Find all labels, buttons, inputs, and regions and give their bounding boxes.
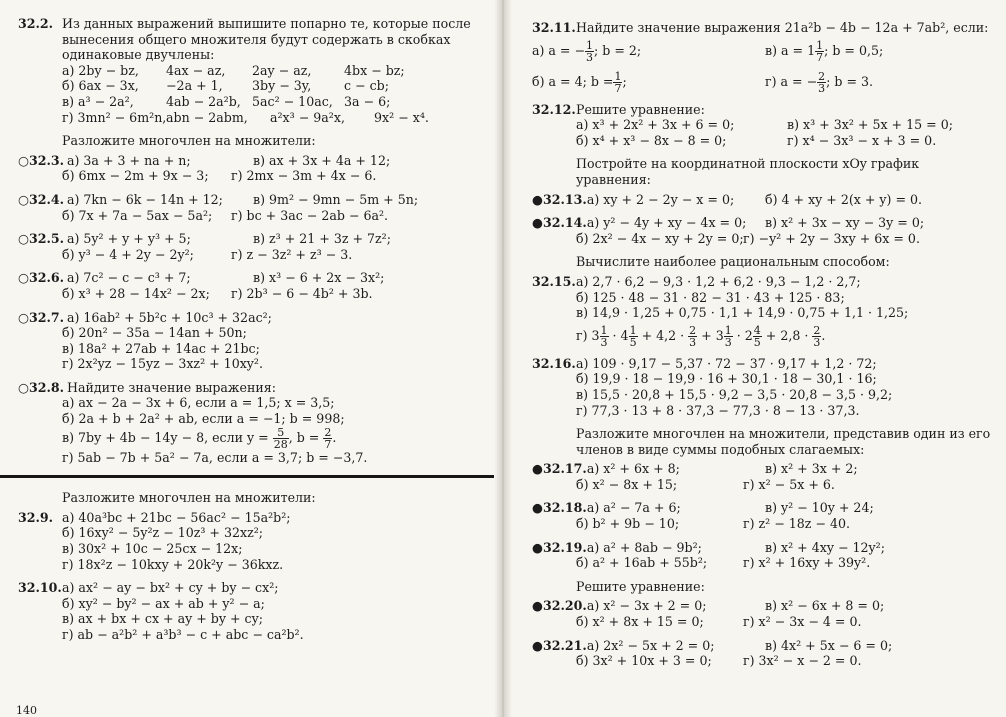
problem-32-9: 32.9. а) 40a³bc + 21bc − 56ac² − 15a²b²; б) 16xy² − 5y²z − 10z³ + 32xz²; в) 30x² + 10c − 25cx − 12x; г) 18x²z − 10kxy + 20k²y − 36kxz.: [18, 509, 291, 572]
problem-32-2: [18, 16, 488, 125]
fraction: $\frac{1}{3}$: [724, 323, 732, 349]
option-row: в) a³ − 2a², 4ab − 2a²b, 5ac² − 10ac, 3a − 6;: [62, 93, 391, 109]
problem-text: Из данных выражений выпишите попарно те, которые после вынесения общего множителя будут содержать в скобках одинаковые двучлены:: [62, 16, 471, 63]
option-row: а) 2by − bz, 4ax − az, 2ay − az, 4bx − bz;: [62, 62, 405, 78]
fraction: $\frac{2}{3}$: [813, 323, 821, 349]
fraction: $\frac{1}{3}$: [586, 38, 594, 64]
problem-32-15: 32.15.а) 2,7 · 6,2 − 9,3 · 1,2 + 6,2 · 9,3 − 1,2 · 2,7; б) 125 · 48 − 31 · 82 − 31 · 43 + 125 · 83; в) 14,9 · 1,25 + 0,75 · 1,1 + 14,9 · 0,75 + 1,1 · 1,25; г) 3 $\frac{1}{3}$ · 4 $\frac{1}{5}$ + 4,2 · $\frac{2}{3}$ + 3 $\frac{1}{3}$ · 2 $\frac{4}{5}$ + 2,8 · $\frac{2}{3}$ .: [532, 274, 998, 348]
book-gutter: [494, 0, 512, 717]
right-page: [500, 0, 1006, 717]
section-heading: Разложите многочлен на множители:: [62, 490, 316, 506]
problem-32-10: 32.10.а) ax² − ay − bx² + cy + by − cx²; б) xy² − by² − ax + ab + y² − a; в) ax + bx + cx + ay + by + cy; г) ab − a²b² + a³b³ − c + abc − ca²b².: [18, 580, 304, 642]
section-heading: Разложите многочлен на множители:: [62, 133, 316, 149]
problem-32-5: ○32.5. а) 5y² + y + y³ + 5; в) z³ + 21 + 3z + 7z²; б) y³ − 4 + 2y − 2y²; г) z − 3z² + z³ − 3.: [18, 231, 391, 262]
fraction: $\frac{5}{28}$: [273, 425, 288, 451]
problem-32-20: ●32.20.а) x² − 3x + 2 = 0; в) x² − 6x + 8 = 0; б) x² + 8x + 15 = 0; г) x² − 3x − 4 = 0.: [532, 598, 885, 630]
fraction-line: г) 3 $\frac{1}{3}$ · 4 $\frac{1}{5}$ + 4,2 · $\frac{2}{3}$ + 3 $\frac{1}{3}$ · 2 $\frac{4}{5}$ + 2,8 · $\frac{2}{3}$ .: [576, 323, 826, 349]
problem-32-4: ○32.4. а) 7kn − 6k − 14n + 12; в) 9m² − 9mn − 5m + 5n; б) 7x + 7a − 5ax − 5a²; г) bc + 3ac − 2ab − 6a².: [18, 191, 419, 223]
fraction: $\frac{1}{3}$: [600, 323, 608, 349]
section-heading: Разложите многочлен на множители, представив один из его членов в виде суммы подобных слагаемых:: [576, 426, 991, 457]
problem-32-19: ●32.19.а) a² + 8ab − 9b²; в) x² + 4xy − 12y²; б) a² + 16ab + 55b²; г) x² + 16xy + 39y².: [532, 539, 885, 571]
section-heading: Вычислите наиболее рациональным способом:: [576, 254, 890, 270]
problem-32-8: ○32.8. Найдите значение выражения: а) ax − 2a − 3x + 6, если a = 1,5; x = 3,5; б) 2a + b + 2a² + ab, если a = −1; b = 998; в) 7by + 4b − 14y − 8, если y = $\frac{5}{28}$ , b = $\frac{2}{7}$ . г) 5ab − 7b + 5a² − 7a, если a = 3,7; b = −3,7.: [18, 380, 488, 465]
problem-32-12: 32.12.Решите уравнение: а) x³ + 2x² + 3x + 6 = 0; в) x³ + 3x² + 5x + 15 = 0; б) x⁴ + x³ − 8x − 8 = 0; г) x⁴ − 3x³ − x + 3 = 0.: [532, 101, 953, 148]
problem-32-7: ○32.7. а) 16ab² + 5b²c + 10c³ + 32ac²; б) 20n² − 35a − 14an + 50n; в) 18a² + 27ab + 14ac + 21bc; г) 2x²yz − 15yz − 3xz² + 10xy².: [18, 309, 272, 372]
fraction: $\frac{1}{7}$: [816, 38, 824, 64]
section-divider: [0, 475, 500, 478]
fraction: $\frac{2}{3}$: [689, 323, 697, 349]
problem-32-3: ○32.3. а) 3a + 3 + na + n; в) ax + 3x + 4a + 12; б) 6mx − 2m + 9x − 3; г) 2mx − 3m + 4x − 6.: [18, 152, 391, 184]
fraction: $\frac{1}{7}$: [614, 69, 622, 95]
section-heading: Решите уравнение:: [576, 578, 705, 594]
problem-32-6: ○32.6. а) 7c² − c − c³ + 7; в) x³ − 6 + 2x − 3x²; б) x³ + 28 − 14x² − 2x; г) 2b³ − 6 − 4b² + 3b.: [18, 270, 385, 301]
section-heading: Постройте на координатной плоскости xOy график уравнения:: [576, 156, 920, 187]
problem-number: 32.2.: [18, 16, 54, 31]
page-number: 140: [16, 704, 37, 717]
fraction: $\frac{4}{5}$: [753, 323, 761, 349]
problem-32-13: ●32.13.а) xy + 2 − 2y − x = 0; б) 4 + xy + 2(x + y) = 0.: [532, 191, 923, 207]
fraction: $\frac{2}{3}$: [818, 69, 826, 95]
problem-32-16: 32.16.а) 109 · 9,17 − 5,37 · 72 − 37 · 9,17 + 1,2 · 72; б) 19,9 · 18 − 19,9 · 16 + 30,1 · 18 − 30,1 · 16; в) 15,5 · 20,8 + 15,5 · 9,2 − 3,5 · 20,8 − 3,5 · 9,2; г) 77,3 · 13 + 8 · 37,3 − 77,3 · 8 − 13 · 37,3.: [532, 355, 893, 418]
problem-32-18: ●32.18.а) a² − 7a + 6; в) y² − 10y + 24; б) b² + 9b − 10; г) z² − 18z − 40.: [532, 500, 874, 532]
problem-32-14: ●32.14.а) y² − 4y + xy − 4x = 0; в) x² + 3x − xy − 3y = 0; б) 2x² − 4x − xy + 2y = 0; г) −y² + 2y − 3xy + 6x = 0.: [532, 215, 925, 246]
problem-32-21: ●32.21.а) 2x² − 5x + 2 = 0; в) 4x² + 5x − 6 = 0; б) 3x² + 10x + 3 = 0; г) 3x² − x − 2 = 0.: [532, 637, 893, 669]
left-column: [18, 16, 488, 651]
right-column: [532, 20, 998, 677]
fraction-line: в) 7by + 4b − 14y − 8, если y = $\frac{5}{28}$ , b = $\frac{2}{7}$ .: [62, 425, 337, 451]
option-row: г) 3mn² − 6m²n, abn − 2abm, a²x³ − 9a²x, 9x² − x⁴.: [62, 109, 429, 125]
left-page: [0, 0, 500, 717]
problem-32-17: ●32.17.а) x² + 6x + 8; в) x² + 3x + 2; б) x² − 8x + 15; г) x² − 5x + 6.: [532, 461, 858, 492]
fraction: $\frac{2}{7}$: [324, 425, 332, 451]
option-row: б) 6ax − 3x, −2a + 1, 3by − 3y, c − cb;: [62, 78, 389, 94]
fraction: $\frac{1}{5}$: [629, 323, 637, 349]
problem-32-11: 32.11.Найдите значение выражения 21a²b − 4b − 12a + 7ab², если: а) a = − $\frac{1}{3}$ ; b = 2; в) a = 1 $\frac{1}{7}$ ; b = 0,5; б) a = 4; b = $\frac{1}{7}$ ; г) a = − $\frac{2}{3}$ ; b = 3.: [532, 20, 989, 95]
